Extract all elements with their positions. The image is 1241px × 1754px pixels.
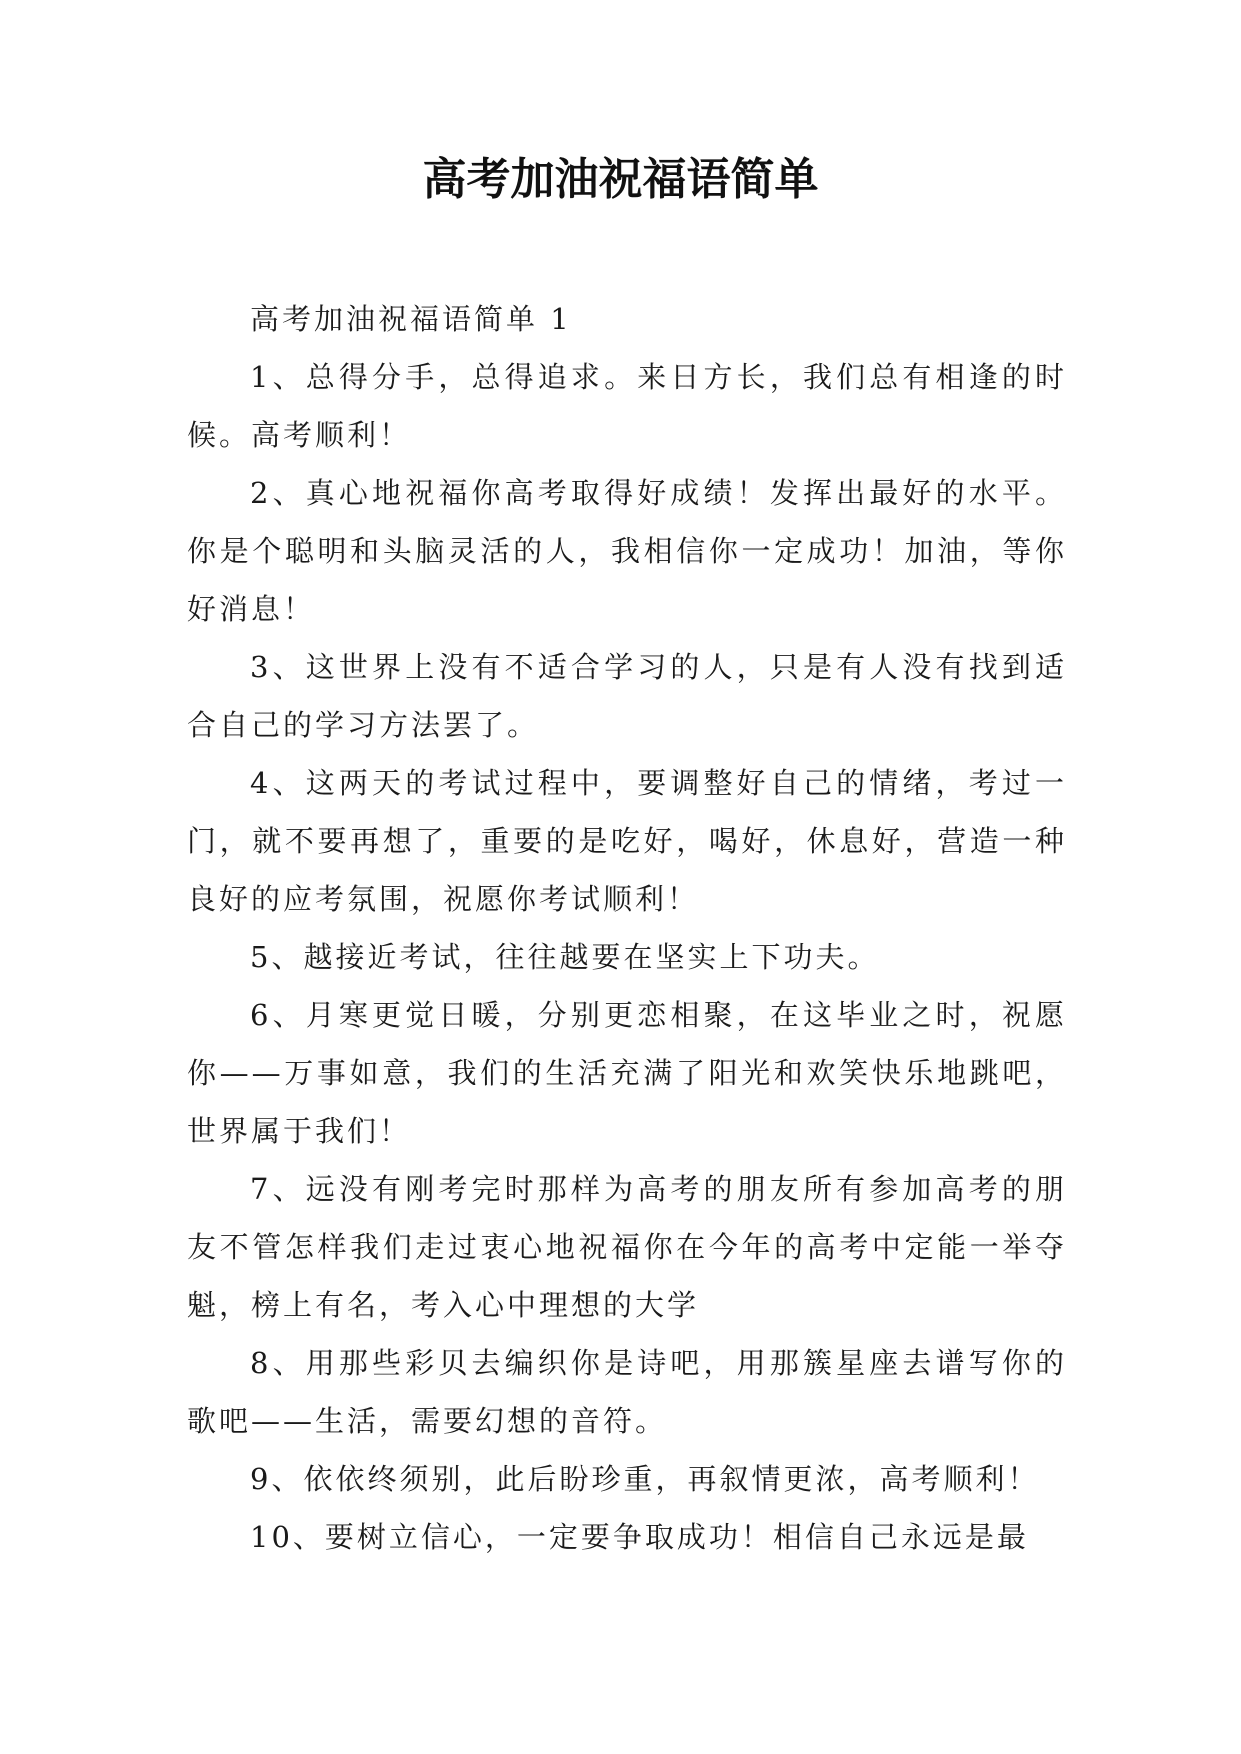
paragraph-5: 5、越接近考试，往往越要在坚实上下功夫。 [250,940,880,974]
paragraph-9: 9、依依终须别，此后盼珍重，再叙情更浓，高考顺利！ [250,1462,1040,1496]
paragraph-1: 1、总得分手，总得追求。来日方长，我们总有相逢的时候。高考顺利！ [187,360,1067,452]
paragraph-8: 8、用那些彩贝去编织你是诗吧，用那簇星座去谱写你的歌吧——生活，需要幻想的音符。 [187,1346,1067,1438]
paragraph-3: 3、这世界上没有不适合学习的人，只是有人没有找到适合自己的学习方法罢了。 [187,650,1067,742]
section-heading: 高考加油祝福语简单 1 [250,302,572,336]
paragraph-6: 6、月寒更觉日暖，分别更恋相聚，在这毕业之时，祝愿你——万事如意，我们的生活充满了阳光和欢笑快乐地跳吧，世界属于我们！ [187,998,1067,1148]
paragraph-2: 2、真心地祝福你高考取得好成绩！发挥出最好的水平。你是个聪明和头脑灵活的人，我相信你一定成功！加油，等你好消息！ [187,476,1067,626]
paragraph-7: 7、远没有刚考完时那样为高考的朋友所有参加高考的朋友不管怎样我们走过衷心地祝福你在今年的高考中定能一举夺魁，榜上有名，考入心中理想的大学 [187,1172,1067,1322]
document-title: 高考加油祝福语简单 [422,154,819,205]
document-body [187,290,1067,1566]
paragraph-10: 10、要树立信心，一定要争取成功！相信自己永远是最 [250,1520,1029,1554]
paragraph-4: 4、这两天的考试过程中，要调整好自己的情绪，考过一门，就不要再想了，重要的是吃好，喝好，休息好，营造一种良好的应考氛围，祝愿你考试顺利！ [187,766,1067,916]
